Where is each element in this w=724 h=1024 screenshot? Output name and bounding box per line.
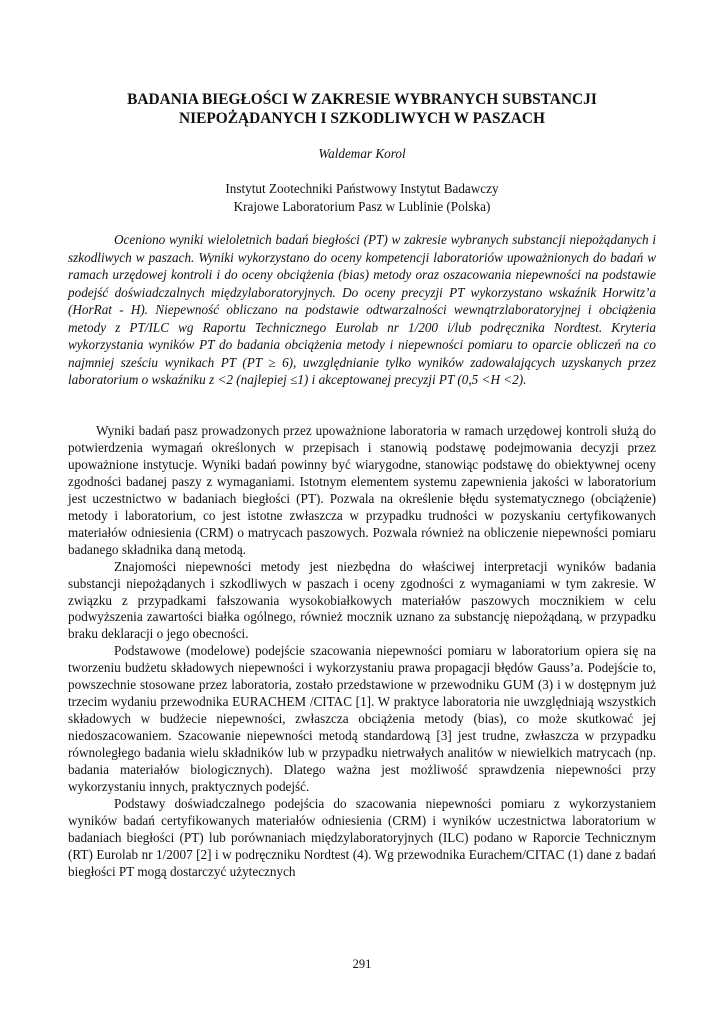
body-paragraph-4: Podstawy doświadczalnego podejścia do szacowania niepewności pomiaru z wykorzystaniem wyników badań certyfikowanych materiałów odniesienia (CRM) i wyników uczestnictwa laboratorium w badaniach biegłości (PT) lub porównaniach międzylaboratoryjnych (ILC) podano w Raporcie Technicznym (RT) Eurolab nr 1/2007 [2] i w podręczniku Nordtest (4). Wg przewodnika Eurachem/CITAC (1) dane z badań biegłości PT mogą dostarczyć użytecznych bbox=[68, 795, 656, 879]
body-paragraph-1: Wyniki badań pasz prowadzonych przez upoważnione laboratoria w ramach urzędowej kontroli służą do potwierdzenia wymagań określonych w przepisach i stanowią podstawę podejmowania decyzji przez upoważnione instytucje. Wyniki badań powinny być wiarygodne, stanowiąc podstawę do obiektywnej oceny zgodności badanej paszy z wymaganiami. Istotnym elementem systemu zapewnienia jakości w laboratorium jest uczestnictwo w badaniach biegłości (PT). Pozwala na określenie błędu systematycznego (obciążenie) metody i laboratorium, co jest istotne zwłaszcza w przypadku trudności w pozyskaniu certyfikowanych materiałów odniesienia (CRM) o matrycach paszowych. Pozwala również na obliczenie niepewności pomiaru badanego składnika daną metodą. bbox=[68, 423, 656, 557]
affiliation bbox=[60, 180, 664, 216]
author-name: Waldemar Korol bbox=[318, 146, 406, 161]
body-text bbox=[68, 423, 656, 881]
affiliation-line-2: Krajowe Laboratorium Pasz w Lublinie (Polska) bbox=[233, 199, 491, 214]
paper-title bbox=[60, 90, 664, 128]
paper-title-line-2: NIEPOŻĄDANYCH I SZKODLIWYCH W PASZACH bbox=[178, 110, 545, 127]
body-paragraph-2: Znajomości niepewności metody jest niezbędna do właściwej interpretacji wyników badania substancji niepożądanych i szkodliwych w paszach i oceny zgodności z wymaganiami w tym zakresie. W związku z przypadkami fałszowania wysokobiałkowych materiałów paszowych mocznikiem w celu podwyższenia zawartości białka ogólnego, również mocznik uznano za substancję niepożądaną, w przypadku braku deklaracji o jego obecności. bbox=[68, 558, 656, 642]
affiliation-line-1: Instytut Zootechniki Państwowy Instytut Badawczy bbox=[225, 181, 499, 196]
body-paragraph-3: Podstawowe (modelowe) podejście szacowania niepewności pomiaru w laboratorium opiera się na tworzeniu budżetu składowych niepewności i wykorzystaniu prawa propagacji błędów Gauss’a. Podejście to, powszechnie stosowane przez laboratoria, zostało przedstawione w przewodniku GUM (3) i w dostępnym już trzecim wydaniu przewodnika EURACHEM /CITAC [1]. W praktyce laboratoria nie uwzględniają wszystkich składowych w budżecie niepewności, zwłaszcza obciążenia metody (bias), co może skutkować jej niedoszacowaniem. Szacowanie niepewności metodą standardową [3] jest trudne, zwłaszcza w przypadku równoległego badania wielu składników lub w przypadku nietrwałych analitów w niewielkich matrycach (np. badania materiałów biologicznych). Dlatego ważna jest możliwość sprawdzenia niepewności przy wykorzystaniu innych, praktycznych podejść. bbox=[68, 643, 656, 795]
abstract: Oceniono wyniki wieloletnich badań biegłości (PT) w zakresie wybranych substancji niepożądanych i szkodliwych w paszach. Wyniki wykorzystano do oceny kompetencji laboratoriów upoważnionych do badań w ramach urzędowej kontroli i do oceny obciążenia (bias) metody oraz oszacowania niepewności na podstawie podejść doświadczalnych międzylaboratoryjnych. Do oceny precyzji PT wykorzystano wskaźnik Horwitz’a (HorRat - H). Niepewność obliczano na podstawie odtwarzalności wewnątrzlaboratoryjnej i obciążenia metody z PT/ILC wg Raportu Technicznego Eurolab nr 1/200 i/lub podręcznika Nordtest. Kryteria wykorzystania wyników PT do badania obciążenia metody i niepewności pomiaru to oparcie obliczeń na co najmniej sześciu wynikach PT (PT ≥ 6), uwzględnianie tylko wyników zadowalających uzyskanych przez laboratorium o wskaźniku z <2 (najlepiej ≤1) i akceptowanej precyzji PT (0,5 <H <2). bbox=[68, 232, 656, 388]
page-number: 291 bbox=[352, 957, 372, 971]
paper-title-line-1: BADANIA BIEGŁOŚCI W ZAKRESIE WYBRANYCH SUBSTANCJI bbox=[127, 91, 597, 108]
